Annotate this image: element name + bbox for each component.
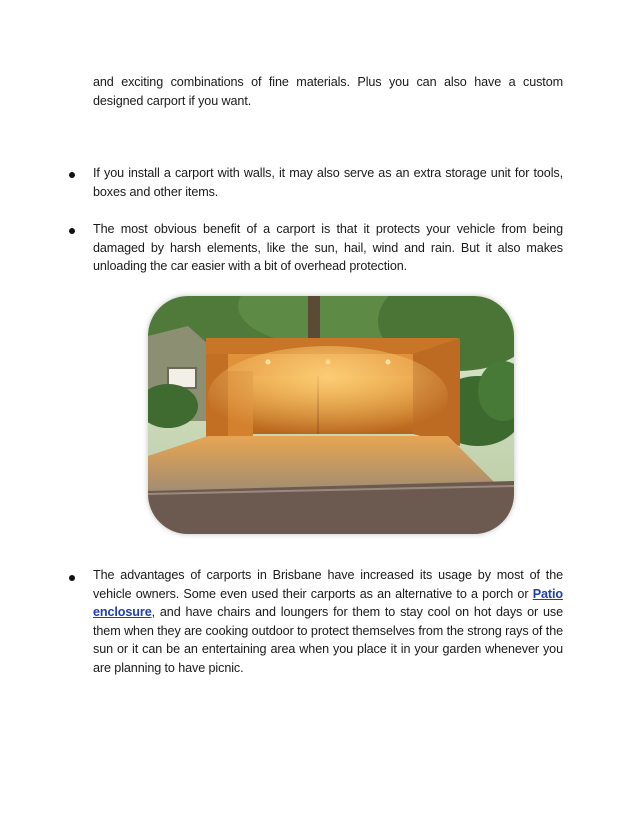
bullet-icon (69, 228, 75, 234)
bullet-protection-paragraph: The most obvious benefit of a carport is that it protects your vehicle from being damaged by harsh elements, like the sun, hail, wind and rain. But it also makes unloading the car easier with a bit of overhead protection. (93, 222, 563, 273)
advantages-text-before: The advantages of carports in Brisbane have increased its usage by most of the vehicle owners. Some even used their carports as an alternative to a porch or (93, 568, 563, 601)
advantages-text-after: , and have chairs and loungers for them to stay cool on hot days or use them when they are cooking outdoor to protect themselves from the strong rays of the sun or it can be an entertaining area when you place it in your garden whenever you are planning to have picnic. (93, 605, 563, 675)
bullet-icon (69, 172, 75, 178)
bullet-storage-paragraph: If you install a carport with walls, it may also serve as an extra storage unit for tools, boxes and other items. (93, 166, 563, 199)
bullet-icon (69, 575, 75, 581)
bullet-advantages-paragraph (93, 566, 563, 677)
patio-enclosure-link[interactable]: Patio enclosure (93, 586, 563, 619)
intro-paragraph: and exciting combinations of fine materials. Plus you can also have a custom designed carport if you want. (93, 75, 563, 108)
carport-photo (148, 296, 514, 534)
